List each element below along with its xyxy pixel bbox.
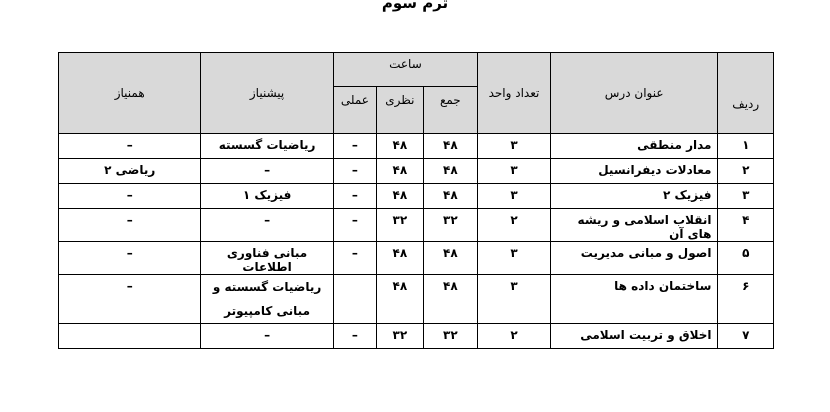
header-hours: ساعت (333, 53, 477, 87)
cell-units: ۲ (478, 324, 551, 349)
cell-total: ۴۸ (423, 159, 478, 184)
cell-theory: ۴۸ (377, 134, 423, 159)
cell-course-title: ساختمان داده ها (550, 275, 718, 324)
cell-theory: ۳۲ (377, 209, 423, 242)
cell-corequisite (59, 324, 201, 349)
cell-course-title: انقلاب اسلامی و ریشه های آن (550, 209, 718, 242)
cell-prerequisite: مبانی فناوری اطلاعات (201, 242, 333, 275)
cell-units: ۳ (478, 134, 551, 159)
cell-prerequisite: – (201, 324, 333, 349)
cell-total: ۴۸ (423, 275, 478, 324)
cell-prerequisite: ریاضیات گسسته و مبانی کامپیوتر (201, 275, 333, 324)
header-radif: ردیف (718, 53, 774, 134)
cell-radif: ۵ (718, 242, 774, 275)
cell-total: ۳۲ (423, 209, 478, 242)
cell-practical: – (333, 159, 376, 184)
cell-course-title: فیزیک ۲ (550, 184, 718, 209)
cell-corequisite: ریاضی ۲ (59, 159, 201, 184)
cell-corequisite: – (59, 209, 201, 242)
table-row (59, 242, 774, 275)
cell-theory: ۴۸ (377, 242, 423, 275)
cell-radif: ۱ (718, 134, 774, 159)
page-title: ترم سوم (381, 0, 449, 12)
cell-total: ۳۲ (423, 324, 478, 349)
cell-units: ۳ (478, 159, 551, 184)
cell-total: ۴۸ (423, 184, 478, 209)
table-body (59, 134, 774, 349)
table-row (59, 134, 774, 159)
cell-prerequisite: – (201, 209, 333, 242)
cell-practical: – (333, 134, 376, 159)
cell-radif: ۴ (718, 209, 774, 242)
cell-theory: ۴۸ (377, 159, 423, 184)
cell-theory: ۴۸ (377, 184, 423, 209)
cell-corequisite: – (59, 134, 201, 159)
header-total: جمع (423, 87, 478, 134)
cell-corequisite: – (59, 242, 201, 275)
header-units: تعداد واحد (478, 53, 551, 134)
cell-practical: – (333, 324, 376, 349)
cell-theory: ۴۸ (377, 275, 423, 324)
cell-corequisite: – (59, 275, 201, 324)
cell-units: ۳ (478, 242, 551, 275)
cell-radif: ۲ (718, 159, 774, 184)
cell-practical (333, 275, 376, 324)
header-practical: عملی (333, 87, 376, 134)
cell-radif: ۶ (718, 275, 774, 324)
cell-corequisite: – (59, 184, 201, 209)
cell-practical: – (333, 184, 376, 209)
header-prerequisite: پیشنیاز (201, 53, 333, 134)
header-theory: نظری (377, 87, 423, 134)
cell-total: ۴۸ (423, 242, 478, 275)
cell-theory: ۳۲ (377, 324, 423, 349)
cell-prerequisite: – (201, 159, 333, 184)
table-row (59, 184, 774, 209)
cell-units: ۲ (478, 209, 551, 242)
cell-course-title: اخلاق و تربیت اسلامی (550, 324, 718, 349)
table-row (59, 209, 774, 242)
cell-units: ۳ (478, 184, 551, 209)
header-course-title: عنوان درس (550, 53, 718, 134)
table-row (59, 275, 774, 324)
cell-radif: ۳ (718, 184, 774, 209)
cell-course-title: اصول و مبانی مدیریت (550, 242, 718, 275)
curriculum-table (58, 52, 774, 349)
cell-course-title: مدار منطقی (550, 134, 718, 159)
cell-total: ۴۸ (423, 134, 478, 159)
cell-practical: – (333, 209, 376, 242)
cell-prerequisite: ریاضیات گسسته (201, 134, 333, 159)
cell-practical: – (333, 242, 376, 275)
table-row (59, 324, 774, 349)
cell-units: ۳ (478, 275, 551, 324)
header-corequisite: همنیاز (59, 53, 201, 134)
table-row (59, 159, 774, 184)
cell-radif: ۷ (718, 324, 774, 349)
cell-prerequisite: فیزیک ۱ (201, 184, 333, 209)
cell-course-title: معادلات دیفرانسیل (550, 159, 718, 184)
table-header (59, 53, 774, 134)
